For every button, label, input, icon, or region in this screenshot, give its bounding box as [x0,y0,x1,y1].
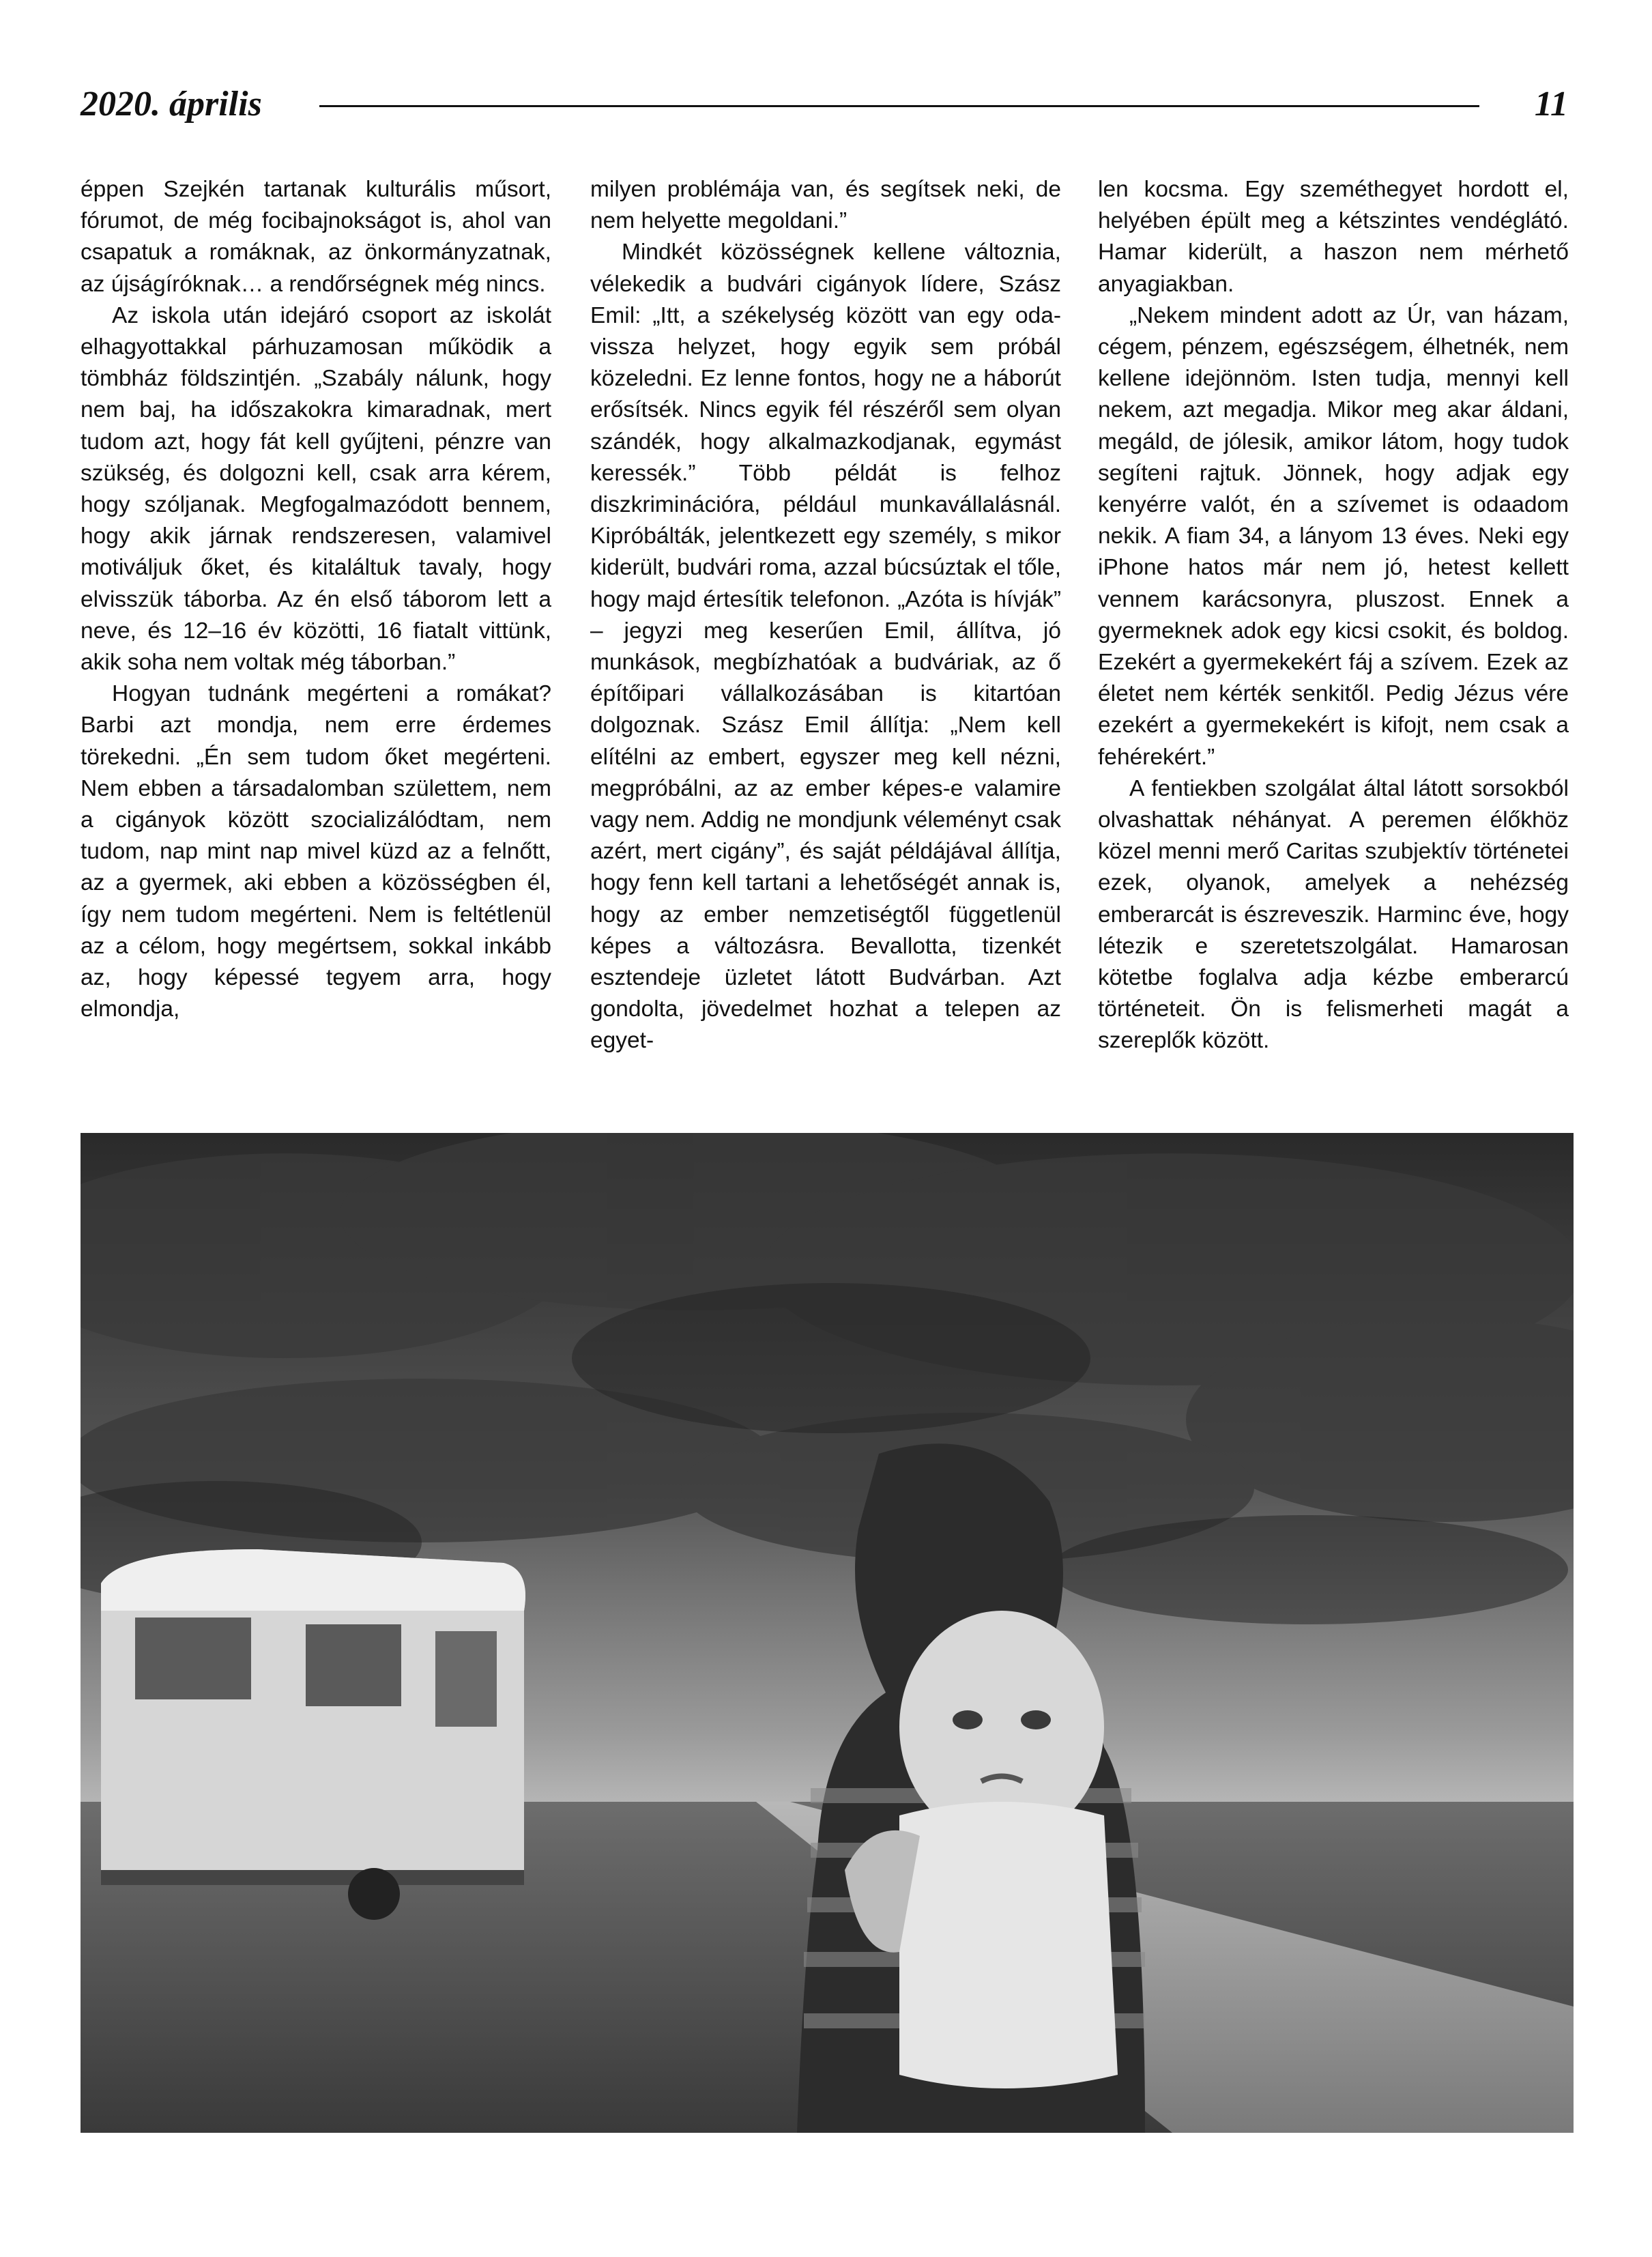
page-number: 11 [1534,85,1568,124]
text-column-1 [81,174,551,1116]
page-header [81,74,1568,135]
text-column-2 [590,174,1061,1116]
header-rule [319,105,1479,107]
paragraph: milyen problémája van, és segítsek neki, de nem helyette megoldani.” [590,177,1061,234]
caravan [101,1549,525,1920]
paragraph: len kocsma. Egy szeméthegyet hordott el, helyében épült meg a kétszintes vendéglátó. Hamar kiderült, a haszon nem mérhető anyagiakban. [1098,177,1569,297]
paragraph: „Nekem mindent adott az Úr, van házam, cégem, pénzem, egészségem, élhetnék, nem kellene idejönnöm. Isten tudja, mennyi kell nekem, azt megadja. Mikor meg akar áldani, megáld, de jólesik, amikor látom, hogy tudok segíteni rajtuk. Jönnek, hogy adjak egy kenyérre valót, én a szívemet is odaadom nekik. A fiam 34, a lányom 13 éves. Neki egy iPhone hatos már nem jó, hetest kellett vennem karácsonyra, pluszost. Ennek a gyermeknek adok egy kicsi csokit, és boldog. Ezekért a gyermekekért fáj a szívem. Ezek az életet nem kérték senkitől. Pedig Jézus vére ezekért a gyermekekért is kifojt, nem csak a fehérekért.” [1098,302,1569,770]
paragraph: Mindkét közösségnek kellene változnia, vélekedik a budvári cigányok lídere, Szász Emil: „Itt, a székelység között van egy oda-vissza helyzet, hogy egyik sem próbál közeledni. Ez lenne fontos, hogy ne a háborút erősítsék. Nincs egyik fél részéről sem olyan szándék, hogy alkalmazkodjanak, egymást keressék.” Több példát is felhoz diszkriminációra, például munkavállalásnál. Kipróbálták, jelentkezett egy személy, s mikor kiderült, budvári roma, azzal búcsúztak el tőle, hogy majd értesítik telefonon. „Azóta is hívják” – jegyzi meg keserűen Emil, állítva, jó munkások, megbízhatóak a budváriak, az ő építőipari vállalkozásában is kitartóan dolgoznak. Szász Emil állítja: „Nem kell elítélni az embert, egyszer meg kell nézni, megpróbálni, az az ember képes-e valamire vagy nem. Addig ne mondjunk véleményt csak azért, mert cigány”, és saját példájával állítja, hogy fenn kell tartani a lehetőségét annak is, hogy az ember nemzetiségtől függetlenül képes a változásra. Bevallotta, tizenkét esztendeje üzletet látott Budvárban. Azt gondolta, jövedelmet hozhat a telepen az egyet- [590,240,1061,1054]
paragraph: Hogyan tudnánk megérteni a romákat? Barbi azt mondja, nem erre érdemes törekedni. „Én sem tudom őket megérteni. Nem ebben a társadalomban születtem, nem a cigányok között szocializálódtam, nem tudom, nap mint nap mivel küzd az a felnőtt, az a gyermek, aki ebben a közösségben él, így nem tudom megérteni. Nem is feltétlenül az a célom, hogy megértsem, sokkal inkább az, hogy képessé tegyem arra, hogy elmondja, [81,681,551,1022]
issue-date: 2020. április [81,85,262,124]
article-photo [81,1133,1574,2133]
photo-illustration [81,1133,1574,2133]
paragraph: Az iskola után idejáró csoport az iskolát elhagyottakkal párhuzamosan működik a tömbház földszintjén. „Szabály nálunk, hogy nem baj, ha időszakokra kimaradnak, mert tudom azt, hogy fát kell gyűjteni, pénzre van szükség, és dolgozni kell, csak arra kérem, hogy szóljanak. Megfogalmazódott bennem, hogy akik járnak rendszeresen, valamivel motiváljuk őket, és kitaláltuk tavaly, hogy elvisszük táborba. Az én első táborom lett a neve, és 12–16 év közötti, 16 fiatalt vittünk, akik soha nem voltak még táborban.” [81,302,551,676]
paragraph: A fentiekben szolgálat által látott sorsokból olvashattak néhányat. A peremen élőkhöz közel menni merő Caritas szubjektív történetei ezek, olyanok, amelyek a nehézség emberarcát is észreveszik. Harminc éve, hogy létezik e szeretetszolgálat. Hamarosan kötetbe foglalva adja kézbe emberarcú történeteit. Ön is felismerheti magát a szereplők között. [1098,775,1569,1054]
text-column-3 [1098,174,1569,1116]
paragraph: éppen Szejkén tartanak kulturális műsort, fórumot, de még focibajnokságot is, ahol van csapatuk a romáknak, az önkormányzatnak, az újságíróknak… a rendőrségnek még nincs. [81,177,551,297]
